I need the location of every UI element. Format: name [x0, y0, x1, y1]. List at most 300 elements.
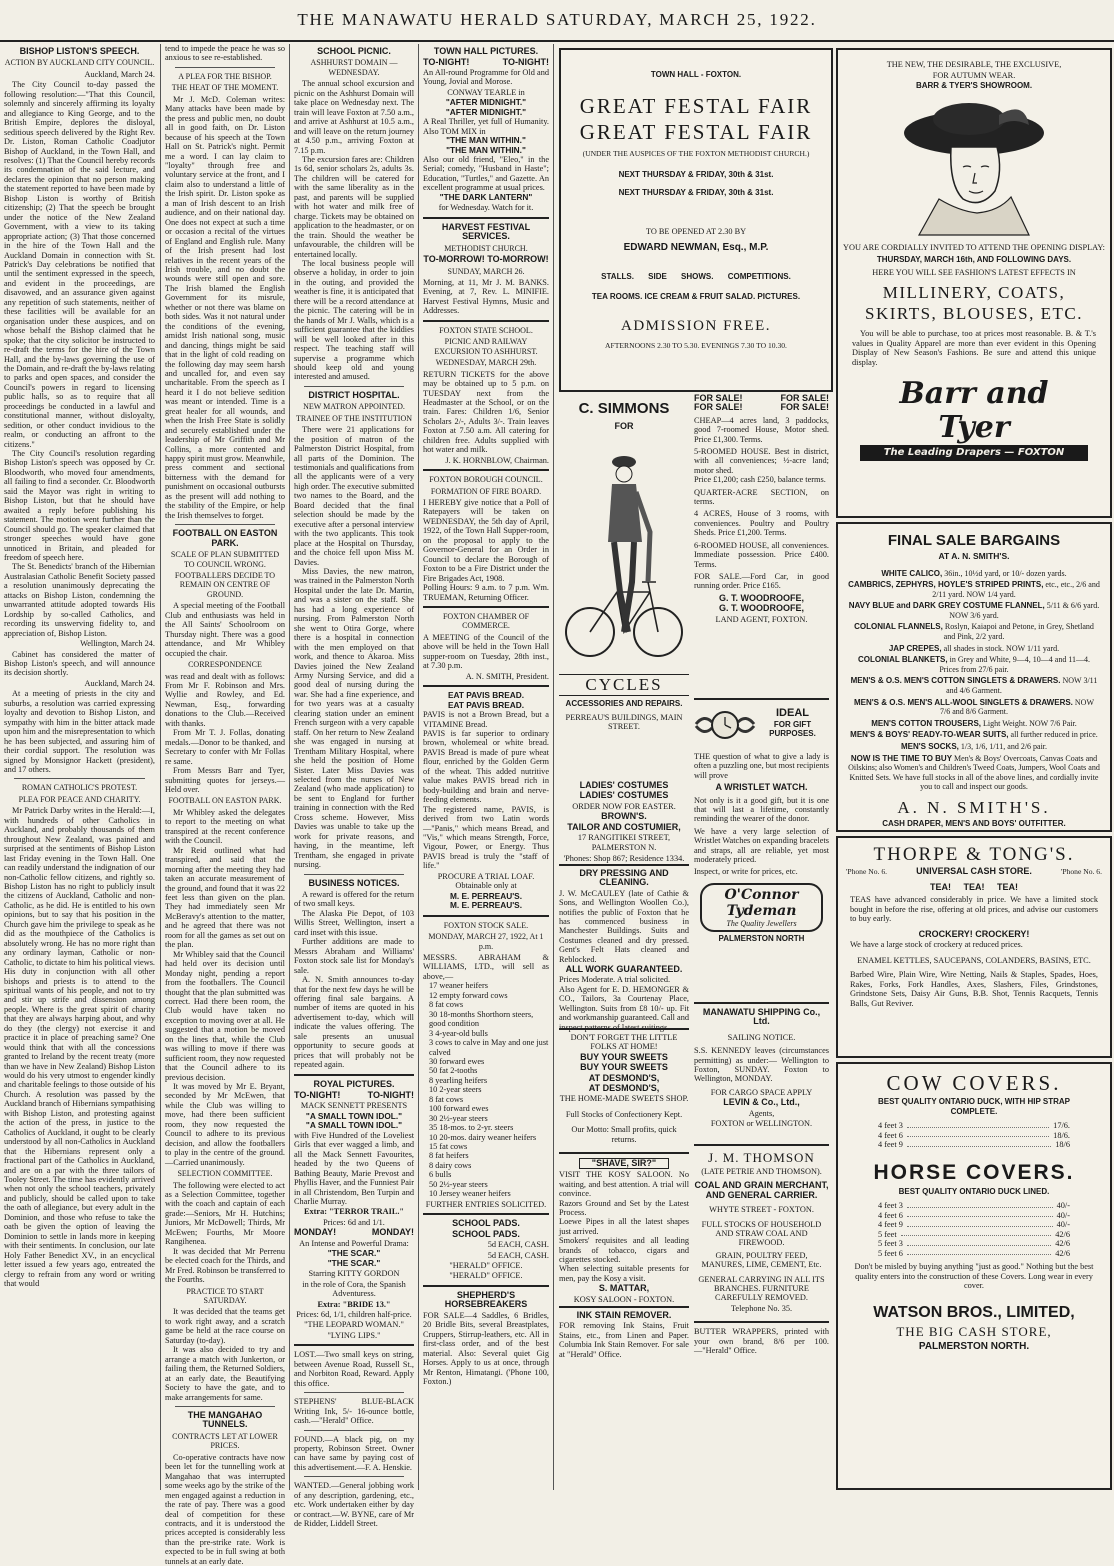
film-title: "THE SCAR." [327, 1257, 381, 1268]
size-label: 4 feet 6 [878, 1130, 903, 1140]
film-line: CONWAY TEARLE in [447, 87, 525, 97]
sale-item [848, 580, 1100, 599]
column-4 [423, 44, 549, 1490]
thomson-sub: (LATE PETRIE AND THOMSON). [701, 1167, 822, 1176]
bt-line: FOR AUTUMN WEAR. [932, 70, 1016, 80]
subhead: SUNDAY, MARCH 26. [447, 266, 525, 276]
paragraph: The registered name, PAVIS, is derived from two Latin words—"Panis," which means Bread, and "Vis," which means Strength, Force, Vigour, Power, or Energy. Thus PAVIS bread is truly the "staff of life." [423, 804, 549, 871]
sale-item [848, 622, 1100, 641]
paragraph: Cabinet has considered the matter of Bishop Liston's speech, and will announce its decision shortly. [4, 649, 155, 678]
divider [423, 1285, 549, 1287]
divider [175, 1406, 275, 1407]
paragraph: We have a very large selection of Wristlet Watches on expanding bracelets and straps, all are reliable, yet most moderately priced. [694, 826, 829, 865]
leader-dots [907, 1220, 1053, 1227]
leader-dots [907, 1239, 1051, 1246]
monday-label: MONDAY! [294, 1227, 337, 1238]
size-price: 42/6 [1055, 1229, 1070, 1239]
watson-name: WATSON BROS., LIMITED, [873, 1303, 1075, 1321]
ad-title: SCHOOL PADS. [452, 1218, 520, 1229]
paragraph: PAVIS is far superior to ordinary brown, wholemeal or white bread. PAVIS Bread is made of pure wheat flour, enriched by the Golden Germ of the wheat. This added nutritive value makes PAVIS bread rich in body-building and brain and nerve-feeding elements. [423, 729, 549, 805]
subhead: NEW MATRON APPOINTED. [303, 402, 405, 412]
paragraph: We have a large stock of crockery at reduced prices. [850, 940, 1023, 949]
divider [304, 1392, 404, 1393]
subhead: TRAINEE OF THE INSTITUTION [295, 413, 413, 423]
column-rule [418, 44, 419, 1490]
sale-item-name: WHITE CALICO, [881, 568, 943, 578]
dryclean-heading: DRY PRESSING AND CLEANING. [579, 868, 669, 888]
shipping-line: FOXTON or WELLINGTON. [710, 1119, 813, 1129]
fair-auspices: (UNDER THE AUSPICES OF THE FOXTON METHODIST CHURCH.) [582, 148, 810, 158]
sweets-title: BUY YOUR SWEETS [580, 1051, 668, 1062]
headline: TOWN HALL PICTURES. [433, 46, 539, 56]
paragraph: PAVIS is not a Brown Bread, but a VITAMINE Bread. [423, 710, 549, 729]
film-prices: Prices: 6d and 1/1. [323, 1217, 385, 1227]
paragraph: The excursion fares are: Children 1s 6d, senior scholars 2s, adults 3s. The children will be catered for with the same liberality as in the past, and parents will be supplied with hot water and milk free of charge. Tickets may be obtained on application to the headmaster, or on the train. Should the weather be unfavourable, the children will be entertained locally. [294, 154, 414, 259]
size-label: 5 feet [878, 1229, 897, 1239]
paragraph: Miss Davies, the new matron, was trained in the Palmerston North Hospital under the late Dr. Martin, and was a sister on the staff. She has had a long experience of nursing. From Palmerston North she went to Otira Gorge, where there is a hospital in connection with the men employed on that work, and thence to Akaroa. Miss Davies joined the New Zealand Army Nursing Service, and did a good deal of nursing during the war. She had a fine experience, and for two years was at a casualty clearing station under an eminent French surgeon with a very capable staff. On her return to New Zealand she was engaged in nursing at Trentham Military Hospital, where she held the position of Home Sister. Later Miss Davies was selected from the nurses of New Zealand (who made application) to be sent to England for further training in connection with the Red Cross scheme. However, Miss Davies was unable to take up the work for private reasons, and having, in the meantime, left Trentham, she engaged in private nursing. [294, 567, 414, 870]
signature: J. K. HORNBLOW, Chairman. [445, 455, 549, 465]
costume-shop: BROWN'S. [601, 811, 647, 822]
leader-dots [907, 1121, 1049, 1128]
film-line: Starring KITTY GORDON [308, 1269, 400, 1279]
sale-item-name: JAP CREPES, [888, 643, 942, 653]
sale-item-price: 36in., 10½d yard, or 10/- dozen yards. [942, 568, 1067, 578]
subhead: FORMATION OF FIRE BOARD. [430, 486, 542, 496]
shave-proprietor: S. MATTAR, [598, 1283, 650, 1294]
sweets-line: DON'T FORGET THE LITTLE FOLKS AT HOME! [570, 1033, 678, 1052]
sale-item-price: 5/11 & 6/6 yard. NOW 3/6 yard. [949, 601, 1100, 620]
film-title: "THE SCAR." [327, 1248, 381, 1259]
divider [304, 386, 404, 387]
paragraph: Co-operative contracts have now been let for the tunnelling work at Mangahao that was interrupted some weeks ago by the strike of the men engaged against a reduction in the rate of pay. There was a good deal of competition for these contracts, and it is understood the prices accepted is considerably less than the pre-strike rate. Work is expected to be in full swing at both tunnels at an early date. [165, 1452, 285, 1566]
subhead: SCALE OF PLAN SUBMITTED TO COUNCIL WRONG. [170, 550, 280, 569]
divider [14, 778, 145, 779]
headline: SCHOOL PICNIC. [317, 46, 391, 56]
watch-header [694, 700, 829, 748]
film-title: "THE DARK LANTERN" [439, 191, 533, 202]
paragraph: A special meeting of the Football Club and enthusiasts was held in the All Saints' Schoolroom on Thursday night. There was a good attendance, and Mr Whibley occupied the chair. [165, 601, 285, 658]
paragraph: The City Council to-day passed the following resolution:—"That this Council, solemnly and sincerely affirming its loyalty and allegiance to King George, and to the British Empire, deplores the disloyal, seditious speech delivered by the Right Rev. Dr. Liston, Roman Catholic Coadjutor Bishop of Auckland, in the Town Hall, and resolves: (1) That the Council hereby records its condemnation of the said lecture, and declares the opinion that no person making the statement reported to have been made by Bishop Liston is worthy of British citizenship; (2) That the speech be brought under the notice of the New Zealand Government, with a view to its taking appropriate action; (3) That those concerned in the hire of the Town Hall and the Auckland Domain in connection with St. Patrick's Day celebrations be notified that until the sentiment expressed in the speech, and evident in the proceedings, are disavowed, and an assurance given against any repetition of such statements, neither of these facilities will be available for an organisation under these auspices, and on whose behalf the Bishop claimed that he spoke; that the city solicitor be instructed to re-draft the terms for the hire of the Town Hall, and the by-laws governing the use of the Domain, and re-draft the by-laws relating to parks and open spaces, and consider the Council's powers in regard to licensing public halls, so as to require that all proceedings be conducted in a lawful and constitutional manner, without disloyalty, sedition, or other conduct invidious to the realm, or conducting an affront to the citizens." [4, 80, 155, 449]
smith-subheadline: AT A. N. SMITH'S. [938, 551, 1010, 561]
fair-admission: ADMISSION FREE. [620, 318, 771, 334]
paragraph: Mr Whibley said that the Council had held over its decision until Monday night, pending a report from the footballers. The Council thought that the plan submitted was correct. Had there been room, the Club would have taken no exception to moving over at all. He suggested that a motion be moved on the lines that, while the Club was willing to move if there was sufficient room, they now requested that the Council adhere to its previous decision. [165, 949, 285, 1082]
dryclean-guarantee: ALL WORK GUARANTEED. [565, 964, 683, 975]
size-row [878, 1239, 1070, 1249]
wristlet-watch-ad [694, 698, 829, 1000]
monday-row [294, 1228, 414, 1237]
size-price: 42/6 [1055, 1239, 1070, 1248]
sweets-shop: AT DESMOND'S, [588, 1083, 660, 1094]
fair-dates: NEXT THURSDAY & FRIDAY, 30th & 31st. [618, 187, 774, 197]
paragraph: BUTTER WRAPPERS, printed with your own brand, 8/6 per 100. —"Herald" Office. [694, 1327, 829, 1356]
paragraph: The annual school excursion and picnic on the Ashhurst Domain will take place on Wednesday next. The train will leave Foxton at 7.50 a.m., and arrive at Ashhurst at 10.5 a.m., and will leave on the return journey at 4.50 p.m., arriving Foxton at 7.15 p.m. [294, 79, 414, 155]
costume-line: TAILOR AND COSTUMIER, [567, 821, 681, 832]
browns-costumes-ad [559, 780, 689, 863]
size-row [878, 1220, 1070, 1230]
divider [294, 1344, 414, 1346]
cycles-services: ACCESSORIES AND REPAIRS. [565, 699, 683, 709]
costume-line: PALMERSTON N. [591, 843, 657, 853]
jeweller-logo [700, 883, 823, 932]
bt-line: THE NEW, THE DESIRABLE, THE EXCLUSIVE, [886, 60, 1062, 69]
monday-label: MONDAY! [371, 1227, 414, 1238]
paragraph: Further additions are made to Messrs Abraham and Williams' Foxton stock sale list for Monday's sale. [294, 937, 414, 975]
sale-item-name: COLONIAL FLANNELS, [854, 622, 943, 632]
fair-dates: NEXT THURSDAY & FRIDAY, 30th & 31st. [618, 170, 774, 179]
paragraph: with Five Hundred of the Loveliest Girls that ever wagged a limb, and all the Mack Sennett Favourites, headed by the two Queens of Bathing Beauty, Marie Prevost and Phyllis Haver, and the Funniest Pair in all Christendom, Ben Turpin and Charlie Murray. [294, 1130, 414, 1207]
thorpe-enamel: ENAMEL KETTLES, SAUCEPANS, COLANDERS, BASINS, ETC. [857, 955, 1091, 965]
smith-headline: FINAL SALE BARGAINS [887, 532, 1061, 549]
size-price: 40/- [1056, 1210, 1070, 1220]
paragraph: Also our old friend, "Eleo," in the Serial; comedy, "Husband in Haste"; Education, "Turtles," and Gazette. An excellent programme at usual prices. [423, 154, 549, 193]
paragraph: Polling Hours: 9 a.m. to 7 p.m. Wm. TRUEMAN, Returning Officer. [423, 583, 549, 602]
headline: BISHOP LISTON'S SPEECH. [19, 46, 140, 56]
stock-item: 12 empty forward cows [429, 990, 508, 1000]
for-sale-label: FOR SALE! [780, 393, 829, 403]
thorpe-tong-ad [836, 836, 1112, 1058]
masthead [0, 0, 1114, 42]
sale-item-price: all shades in stock. NOW 1/11 yard. [941, 643, 1060, 653]
listing: 5-ROOMED HOUSE. Best in district, with all conveniences; ½-acre land; motor shed. [694, 447, 829, 475]
stock-item: 30 18-months Shorthorn steers, good condition [429, 1009, 534, 1029]
film-line: for Wednesday. Watch for it. [438, 203, 534, 213]
thorpe-store: UNIVERSAL CASH STORE. [916, 866, 1032, 876]
smith-footer-desc: CASH DRAPER, MEN'S AND BOYS' OUTFITTER. [882, 818, 1066, 828]
stock-item: 3 cows to calve in May and one just calved [429, 1038, 549, 1057]
size-row [878, 1121, 1070, 1131]
subhead: ACTION BY AUCKLAND CITY COUNCIL. [4, 58, 155, 68]
shipping-sub: SAILING NOTICE. [727, 1032, 796, 1042]
paragraph: The following were elected to act as a Selection Committee, together with the coach and captain of each grade:—Seniors, Mr H. Hutchins; Juniors, Mr McDowell; Thirds, Mr McEwen; Fourths, Mr Moore Rangihenea. [165, 1180, 285, 1247]
leader-dots [901, 1230, 1052, 1237]
watch-ideal: IDEAL [776, 707, 809, 720]
sweets-line: Our Motto: Small profits, quick returns. [571, 1125, 677, 1144]
stock-item: 8 fat cows [429, 1094, 464, 1104]
thorpe-phones [838, 867, 1110, 877]
film-prices: Prices: 6d, 1/1, children half-price. [296, 1310, 412, 1319]
headline: ROMAN CATHOLIC'S PROTEST. [21, 783, 138, 793]
logo-name: O'Connor [724, 886, 799, 903]
costume-title: LADIES' COSTUMES [579, 780, 669, 790]
paragraph: The Alaska Pie Depot, of 103 Willis Street, Wellington, insert a card inset with this issue. [294, 908, 414, 937]
size-label: 4 feet 6 [878, 1210, 903, 1220]
subhead: CONTRACTS LET AT LOWER PRICES. [172, 1431, 278, 1451]
sale-item-price: NOW 3/11 and 4/6 Garment. [946, 676, 1098, 696]
logo-wordmark: Barr and Tyer [899, 376, 1049, 445]
thomson-line: COAL AND GRAIN MERCHANT, AND GENERAL CARRIER. [694, 1180, 829, 1200]
watson-covers-ad [836, 1062, 1112, 1490]
stock-item: 50 fat 2-tooths [429, 1066, 478, 1076]
sale-item [848, 676, 1100, 695]
fair-title: GREAT FESTAL FAIR [579, 119, 813, 144]
kosy-saloon-ad [559, 1152, 689, 1304]
bt-dates: THURSDAY, MARCH 16th, AND FOLLOWING DAYS. [876, 255, 1072, 264]
stock-item: 10 Jersey weaner heifers [429, 1189, 511, 1199]
paragraph: You will be able to purchase, too at prices most reasonable. B. & T.'s values in Quality Apparel are more than ever evident in this Opening Display of New Season's Fashions. Be sure and attend this unique display. [852, 329, 1096, 367]
stock-item: 10 2-year steers [429, 1085, 482, 1095]
size-label: 5 feet 6 [878, 1248, 903, 1258]
sale-item-name: CAMBRICS, ZEPHYRS, HOYLE'S STRIPED PRINTS, [848, 580, 1044, 590]
sweets-shop: AT DESMOND'S, [588, 1072, 660, 1083]
size-label: 4 feet 3 [878, 1201, 903, 1210]
paragraph: When selecting suitable presents for men, pay the Kosy a visit. [559, 1264, 689, 1283]
sale-item [848, 601, 1100, 620]
sale-item [848, 655, 1100, 674]
cyclist-illustration [562, 432, 686, 672]
paragraph: A reward is offered for the return of two small keys. [294, 889, 414, 909]
watch-title: A WRISTLET WATCH. [715, 782, 808, 793]
size-price: 42/6 [1055, 1248, 1070, 1258]
agent-name: G. T. WOODROOFE, [719, 592, 804, 603]
sale-item-name: NOW IS THE TIME TO BUY [850, 753, 953, 763]
price-line: 5d EACH, CASH. [487, 1250, 549, 1260]
sale-item [848, 569, 1100, 579]
cycles-address: PERREAU'S BUILDINGS, MAIN STREET. [565, 712, 683, 732]
paragraph: S.S. KENNEDY leaves (circumstances permitting) as under:— Wellington to Foxton, SUNDAY. Foxton to Wellington, MONDAY. [694, 1046, 829, 1084]
headline: FOXTON BOROUGH COUNCIL. [429, 475, 543, 485]
festal-fair-ad [559, 48, 833, 392]
thorpe-tea: TEA! TEA! TEA! [930, 881, 1018, 892]
classified-ad: FOUND.—A black pig, on my property, Robinson Street. Owner can have same by paying cost of this advertisement.—F. A. Henskie. [294, 1434, 414, 1472]
divider [423, 217, 549, 219]
sale-item-price: Light Weight. NOW 7/6 Pair. [981, 718, 1077, 728]
signature: A. N. SMITH, President. [465, 671, 549, 681]
cycles-merchant: C. SIMMONS [578, 400, 670, 417]
sale-item [848, 754, 1100, 792]
shave-heading: "SHAVE, SIR?" [579, 1158, 669, 1169]
watch-icon [694, 700, 756, 748]
bt-millinery: SKIRTS, BLOUSES, ETC. [865, 304, 1083, 323]
shipping-ad [694, 1002, 829, 1142]
ad-title: M. E. PERREAU'S. [449, 890, 523, 901]
paragraph: It was moved by Mr E. Bryant, seconded by Mr McEwen, that while the Club was willing to move, had there been sufficient room, they now requested the Council to adhere to its previous decision, and allow the footballers to play in the centre of the ground.—Carried unanimously. [165, 1082, 285, 1167]
fair-attractions: STALLS. SIDE SHOWS. COMPETITIONS. [601, 272, 791, 281]
size-label: 4 feet 9 [878, 1140, 903, 1149]
dry-cleaning-ad [559, 864, 689, 1032]
watson-location: PALMERSTON NORTH. [918, 1340, 1030, 1352]
film-line: "THE LEOPARD WOMAN." [304, 1320, 404, 1330]
headline: A PLEA FOR THE BISHOP. [178, 71, 272, 81]
ad-line: PROCURE A TRIAL LOAF. Obtainable only at [437, 871, 535, 891]
column-rule [289, 44, 290, 1490]
an-smith-sale-ad [836, 522, 1112, 832]
size-price: 40/- [1056, 1220, 1070, 1229]
tonight-label: TO-NIGHT! [294, 1090, 341, 1101]
divider [304, 874, 404, 875]
horse-covers-sub: BEST QUALITY ONTARIO DUCK LINED. [898, 1186, 1050, 1196]
costume-line: 17 RANGITIKEI STREET, [577, 833, 671, 843]
bt-showroom: BARR & TYER'S SHOWROOM. [915, 81, 1033, 90]
leader-dots [907, 1140, 1051, 1147]
divider [423, 685, 549, 687]
paragraph: At a meeting of priests in the city and suburbs, a resolution was carried expressing loyalty and devotion to Bishop Liston, and sympathy with him in the bitter attack made upon him and the misrepresentation to which he has been subjected, and assuring him of their cordial support. The resolution was signed by Monsignor Hackett (president), and 17 others. [4, 689, 155, 774]
stock-item: 8 dairy cows [429, 1160, 472, 1170]
headline: FOXTON STATE SCHOOL. [439, 325, 533, 335]
film-title: "AFTER MIDNIGHT." [445, 97, 527, 108]
listing: 4 ACRES, House of 3 rooms, with conveniences. Poultry and Poultry Sheds. Price £1,200. Terms. [694, 509, 829, 538]
simmons-cycles-ad [559, 394, 689, 776]
ad-title: SCHOOL PADS. [452, 1228, 520, 1239]
sale-item-price: Roslyn, Kaiapoi and Petone, in Grey, Shetland and Pink, 2/2 yard. [942, 622, 1094, 642]
sale-item-price: in Grey and White, 9—4, 10—4 and 11—4. Prices from 27/6 pair. [939, 655, 1091, 674]
listing: Price £1,200; cash £250, balance terms. [694, 475, 826, 485]
sale-item-price: etc., etc., 2/6 and 2/11 yard. NOW 1/4 yard. [932, 580, 1100, 599]
film-line: An Intense and Powerful Drama: [299, 1238, 409, 1248]
subhead: CORRESPONDENCE [188, 660, 262, 670]
leader-dots [907, 1131, 1049, 1138]
divider [694, 1321, 829, 1323]
tonight-row [294, 1091, 414, 1100]
listing: 6-ROOMED HOUSE, all conveniences. Immediate possession. Price £400. Terms. [694, 540, 829, 569]
paragraph: Morning, at 11, Mr J. M. BANKS. Evening, at 7, Rev. L. MINIFIE. Harvest Festival Hymns, Music and Addresses. [423, 277, 549, 316]
divider [423, 1213, 549, 1215]
fair-attractions: TEA ROOMS. ICE CREAM & FRUIT SALAD. PICTURES. [591, 291, 801, 301]
leader-dots [907, 1201, 1053, 1208]
leader-dots [907, 1211, 1053, 1218]
paragraph: VISIT THE KOSY SALOON. No waiting, and best attention. A trial will convince. [559, 1170, 689, 1199]
headline: SHEPHERD'S HORSEBREAKERS [444, 1289, 528, 1310]
shave-address: KOSY SALOON - FOXTON. [573, 1294, 675, 1304]
cow-covers-sub: BEST QUALITY ONTARIO DUCK, WITH HIP STRAP COMPLETE. [877, 1097, 1070, 1116]
cycles-for: FOR [614, 421, 634, 431]
paragraph: Prices Moderate. A trial solicited. [559, 975, 671, 985]
paragraph: was read and dealt with as follows: From Mr F. Robinson and Mrs. Wyllie and Rowley, and Ed. Newman, Esq., forwarding donations to the Club.—Received with thanks. [165, 671, 285, 728]
subhead: PRACTICE TO START SATURDAY. [186, 1286, 264, 1305]
paragraph: Mr Reid outlined what had transpired, and said that the morning after the meeting they had taken an accurate measurement of the ground, and found that it was 22 feet less than given on the plan. They had immediately seen Mr McBeravy's attention to the matter, and he agreed that there was not room for all the games as set out on the plan. [165, 845, 285, 950]
thomson-heading: J. M. THOMSON [708, 1150, 815, 1165]
subhead: FOOTBALL ON EASTON PARK. [168, 796, 282, 806]
listing: QUARTER-ACRE SECTION, on terms. [694, 487, 829, 507]
sale-item-price: NOW 7/6 and 8/6 Garment. [940, 697, 1095, 717]
stock-item: 35 18-mos. to 2-yr. steers [429, 1123, 514, 1133]
barr-tyer-logo [860, 377, 1088, 461]
paragraph: It was also decided to try and arrange a match with Junkerton, or failing them, the Returned Soldiers, at an early date, the Beautifying Society to have the gate, and to make arrangements for same. [165, 1345, 285, 1402]
subhead: MONDAY, MARCH 27, 1922, At 1 p.m. [428, 932, 544, 951]
logo-banner: The Leading Drapers — FOXTON [860, 445, 1088, 461]
thomson-line: GENERAL CARRYING IN ALL ITS BRANCHES. FURNITURE CAREFULLY REMOVED. [698, 1274, 825, 1303]
shipping-heading: MANAWATU SHIPPING Co., Ltd. [702, 1007, 821, 1027]
barr-tyer-ad [836, 48, 1112, 518]
size-label: 4 feet 9 [878, 1220, 903, 1229]
tonight-row [423, 58, 549, 67]
size-row [878, 1131, 1070, 1141]
divider [423, 915, 549, 917]
for-sale-label: FOR SALE! [780, 402, 829, 413]
cow-cover-sizes [838, 1117, 1110, 1150]
stock-item: 30 forward ewes [429, 1056, 485, 1066]
sale-item [848, 730, 1100, 740]
costume-title: LADIES' COSTUMES [579, 790, 669, 801]
film-title: "THE MAN WITHIN." [446, 135, 526, 146]
paragraph: FOR removing Ink Stains, Fruit Stains, etc., from Linen and Paper. Columbia Ink Stain Remover. For sale at "Herald" Office. [559, 1321, 689, 1359]
for-sale-row [694, 403, 829, 412]
sweets-line: THE HOME-MADE SWEETS SHOP. [559, 1094, 689, 1104]
sale-item [848, 644, 1100, 654]
newspaper-title: THE MANAWATU HERALD SATURDAY, MARCH 25, 1922. [297, 10, 817, 29]
headline: FOXTON STOCK SALE. [443, 920, 529, 930]
woodroofe-for-sale-ad [694, 394, 829, 694]
stock-item: 10 20-mos. dairy weaner heifers [429, 1132, 537, 1142]
horse-cover-sizes [838, 1197, 1110, 1258]
agent-title: LAND AGENT, FOXTON. [715, 614, 808, 624]
classified-ad: LOST.—Two small keys on string, between Avenue Road, Russell St., and Norbiton Road, Reward. Apply this office. [294, 1350, 414, 1388]
ad-line: "HERALD" OFFICE. [449, 1261, 523, 1271]
thorpe-phone: 'Phone No. 6. [846, 867, 888, 876]
paragraph: TEAS have advanced considerably in price. We have a limited stock bought in before the rise, offering at old prices, and advise our customers to buy early. [850, 895, 1098, 923]
sweets-line: Full Stocks of Confectionery Kept. [565, 1109, 683, 1119]
subhead: WEDNESDAY, MARCH 29th. [435, 358, 537, 368]
lady-in-hat-illustration [899, 95, 1049, 235]
film-title: "AFTER MIDNIGHT." [445, 106, 527, 117]
sale-item-name: COLONIAL BLANKETS, [857, 655, 948, 665]
watch-heading [756, 708, 829, 739]
tonight-label: TO-NIGHT! [423, 57, 470, 68]
paragraph: Razors Ground and Set by the Latest Process. [559, 1198, 689, 1218]
column-1 [4, 44, 155, 1490]
stock-item: 6 bulls [429, 1170, 452, 1180]
subhead: FOOTBALLERS DECIDE TO REMAIN ON CENTRE OF GROUND. [174, 571, 276, 599]
shipping-agent: LEVIN & Co., Ltd., [723, 1097, 800, 1108]
logo-name: Tydeman [726, 902, 797, 919]
paragraph: It was decided that Mr Perrenu be elected coach for the Thirds, and Mr Fred. Robinson be transferred to the Fourths. [165, 1246, 285, 1285]
stock-item: 30 2½-year steers [429, 1113, 488, 1123]
film-extra: Extra: "BRIDE 13." [317, 1299, 391, 1309]
listing: CHEAP—4 acres land, 3 paddocks, good 7-roomed House, Motor shed. Price £1,300. Terms. [694, 415, 829, 444]
film-title: "A SMALL TOWN IDOL." [305, 1120, 403, 1131]
divider [423, 320, 549, 322]
fair-opener: EDWARD NEWMAN, Esq., M.P. [623, 241, 769, 253]
agent-name: G. T. WOODROOFE, [719, 603, 804, 614]
paragraph: Loewe Pipes in all the latest shapes just arrived. [559, 1217, 689, 1236]
paragraph: From Messrs Barr and Tyer, submitting quotes for jerseys.—Held over. [165, 766, 285, 794]
ad-title: EAT PAVIS BREAD. [447, 690, 525, 701]
dateline: Wellington, March 24. [80, 639, 155, 649]
ad-title: M. E. PERREAU'S. [449, 900, 523, 911]
subhead: PICNIC AND RAILWAY EXCURSION TO ASHHURST. [434, 337, 538, 356]
ink-remover-ad [559, 1306, 689, 1488]
paragraph: It was decided that the teams get to work right away, and a scratch game be held at the race course on Saturday (to-day). [165, 1307, 285, 1345]
paragraph: A. N. Smith announces to-day that for the next few days he will be offering final sale bargains. A number of items are quoted in his advertisement to-day, which will indicate the values offering. The sale presents an unusual opportunity to secure goods at prices that will probably not be repeated again. [294, 975, 414, 1070]
film-title: "A SMALL TOWN IDOL." [305, 1110, 403, 1121]
thomson-coal-ad [694, 1144, 829, 1446]
headline: FOOTBALL ON EASTON PARK. [172, 528, 278, 548]
sale-item-price: 1/3, 1/6, 1/11, and 2/6 pair. [958, 742, 1048, 751]
paragraph: Mr J. McD. Coleman writes: Many attacks have been made by the press and public men, no doubt all in good faith, on Dr. Liston because of his speech at the Town Hall on St. Patrick's night. Permit me a word. I can lay claim to "loyalty" through free and voluntary service at the front, and I claim also to understand a little of the Irish spirit. Dr. Liston spoke as a man of Irish descent to an Irish audience, and on their national day. One does not expect at such a time or occasion a recital of the virtues of England and English rule. Many of the Irish present had lost relatives in the recent years of the Irish trouble, and no doubt the wounds were still open and sore. The Irish blamed the English Government for its misrule, whether or not there was blame on both sides. Was it not natural under the conditions of the evening, amidst Irish national song, music and dancing, things might be said that in the light of cold reading on the following day may seem harsh and uncalled for, and even say uncharitable. From the speech as I heard it I do not believe sedition was meant or intended. Time is a great healer for all wounds, and when the Irish Free State is solidly and securely established under the leadership of Mr Griffith and Mr Collins, a more contented and happy spirit must grow. Meanwhile, press comment and sectional bitterness with the demand for punishment on occasional outbursts as the present will add nothing to the stability of the Empire, or help the Irish themselves to forget. [165, 94, 285, 520]
paragraph: Also Agent for E. D. HEMONGER & CO., Tailors, 3a Courtenay Place, Wellington. Suits from £8 10/- up. Fit and workmanship guaranteed. Call and inspect patterns of latest suitings. [559, 984, 689, 1032]
stock-item: 15 fat cows [429, 1142, 468, 1152]
size-price: 18/6. [1053, 1130, 1070, 1140]
stock-item: 8 fat cows [429, 1000, 464, 1010]
paragraph: A MEETING of the Council of the above will be held in the Town Hall supper-room on Tuesday, 28th inst., at 7.30 p.m. [423, 632, 549, 671]
desmonds-sweets-ad [559, 1028, 689, 1150]
sale-item-price: all further reduced in price. [1008, 730, 1098, 740]
divider [304, 1476, 404, 1477]
bt-line: HERE YOU WILL SEE FASHION'S LATEST EFFECTS IN [872, 267, 1076, 277]
subhead: THE HEAT OF THE MOMENT. [171, 83, 279, 93]
paragraph: An All-round Programme for Old and Young, Jovial and Morose. [423, 67, 549, 87]
listing: FOR SALE.—Ford Car, in good running order. Price £165. [694, 571, 829, 591]
bt-millinery: MILLINERY, COATS, [882, 283, 1066, 302]
paragraph: Mr Patrick Darby writes in the Herald:—I, with hundreds of other Catholics in Auckland, and probably thousands of them throughout New Zealand, was pained and surprised at the sentiments of Bishop Liston last Friday evening in the Town Hall. One can readily understand the indignation of our non-Catholic fellow citizens, and rightly so. Bishop Liston has no right to publicly insult the citizens of Auckland, Catholic and non-Catholic, as he did. He is entitled to his own opinions, but to say that his position in the Church gave him the privilege to speak as he did as the mouthpiece of the Catholics is absolutely wrong. He has no more right than any ordinary layman, Catholic or non-Catholic, to dictate to him his political views. His duty in conjunction with all other bishops and priests is to attend to the spiritual wants of his people, and not to try and stir up strife and dissension among people. Where is the great spirit of charity that they are always harping about, and why do they (the clergy) not exercise it and practice it in place of preaching same? One would think that with all the concessions granted to Ireland by the recent treaty (more than we have in New Zealand) Bishop Liston would do his very utmost to engender kindly and charitable feelings to those outside of his Church. A resolution was passed by the Auckland branch of Hibernians sympathising with Bishop Liston, and protesting against the action of the press, in justice to the Catholics of Auckland, it ought to be clearly understood by all non-Catholics in Auckland that the Hibernians represent only a fractional part of the Catholics in Auckland, and are on a par with the three tailors of Tooley Street. The time has evidently arrived when not only the school teachers, privately and publicly, should be called upon to take the oath of allegiance, but every adult in the Dominion, and those who refuse to take the oath be given the option of leaving the Dominion to settle in lands more in keeping with their sentiments. In conclusion, our late Holy Father Benedict XV., in an encyclical letter issued a few years ago, entreated the clergy to refrain from any word or writing that would [4, 806, 155, 1288]
column-rule [160, 44, 161, 1490]
column-3 [294, 44, 414, 1529]
sale-item [848, 698, 1100, 717]
size-price: 40/- [1056, 1201, 1070, 1210]
costume-phone: 'Phones: Shop 867; Residence 1334. [563, 853, 685, 863]
fair-venue: TOWN HALL - FOXTON. [650, 70, 742, 79]
classified-ad: WANTED.—General jobbing work of any description, gardening, etc., etc. Work undertaken either by day or contract.—W. BYNE, care of Mr de Ridder, Liddell Street. [294, 1481, 414, 1529]
watch-purpose: FOR GIFT PURPOSES. [769, 719, 816, 739]
